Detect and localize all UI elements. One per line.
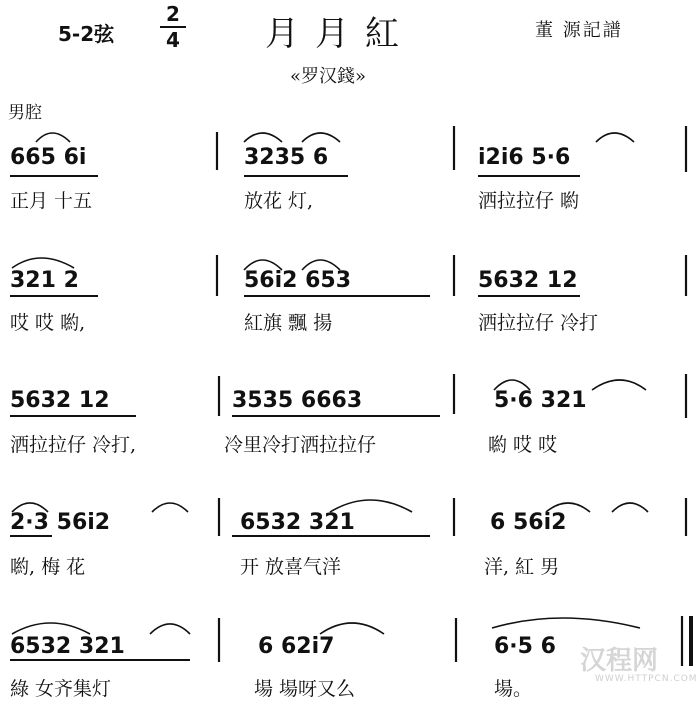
lyrics-s3-m3: 喲 哎 哎 [488,434,558,456]
lyrics-s5-m2: 場 場呀又么 [254,678,356,700]
slur [150,624,190,634]
lyrics-s3-m1: 洒拉拉仔 冷打, [10,434,137,456]
lyrics-s2-m1: 哎 哎 喲, [10,312,86,334]
meter-numerator: 2 [166,2,180,26]
meter-denominator: 4 [166,28,180,52]
notation-s4-m1: 2·3 56i2 [10,510,111,535]
lyrics-s4-m2: 开 放喜气洋 [240,556,342,578]
slur [12,623,90,634]
slur [12,258,74,268]
notation-s4-m3: 6 56i2 [490,510,567,535]
lyrics-s4-m3: 洋, 紅 男 [484,556,560,578]
slur [596,133,634,142]
voice-part-label: 男腔 [8,103,42,123]
time-signature [160,4,186,50]
lyrics-s2-m2: 紅旗 飄 揚 [244,312,333,334]
notation-s1-m1: 665 6i [10,145,87,170]
notation-s5-m3: 6·5 6 [494,634,556,659]
slur [302,133,340,142]
underlines [10,176,580,660]
opera-subtitle: «罗汉錢» [290,66,367,87]
watermark-logo: 汉程网 [580,646,659,676]
lyrics-s5-m3: 場。 [494,678,533,700]
slur [612,503,648,512]
notation-s4-m2: 6532 321 [240,510,355,535]
slur [152,503,188,512]
notation-s2-m1: 321 2 [10,268,79,293]
watermark-url: WWW.HTTPCN.COM [595,674,698,684]
slur [592,380,646,390]
slur [492,618,640,628]
transcriber: 董 源記譜 [535,20,623,41]
lyrics-s5-m1: 綠 女齐集灯 [10,678,112,700]
lyrics-s2-m3: 洒拉拉仔 冷打 [478,312,599,334]
notation-s3-m3: 5·6 321 [494,388,587,413]
notation-s3-m2: 3535 6663 [232,388,363,413]
key-signature: 5-2弦 [58,22,115,46]
lyrics-s1-m1: 正月 十五 [10,190,93,212]
notation-s2-m2: 56i2 653 [244,268,352,293]
notation-s3-m1: 5632 12 [10,388,110,413]
notation-s1-m3: i2i6 5·6 [478,145,571,170]
lyrics-s4-m1: 喲, 梅 花 [10,556,86,578]
notation-s5-m1: 6532 321 [10,634,125,659]
slur [36,133,70,142]
lyrics-s3-m2: 冷里冷打洒拉拉仔 [224,434,377,456]
song-title: 月月紅 [265,14,415,54]
slur [244,133,282,142]
lyrics-s1-m2: 放花 灯, [244,190,314,212]
notation-s1-m2: 3235 6 [244,145,329,170]
notation-s5-m2: 6 62i7 [258,634,335,659]
slur [320,623,384,634]
lyrics-s1-m3: 洒拉拉仔 喲 [478,190,580,212]
notation-s2-m3: 5632 12 [478,268,578,293]
